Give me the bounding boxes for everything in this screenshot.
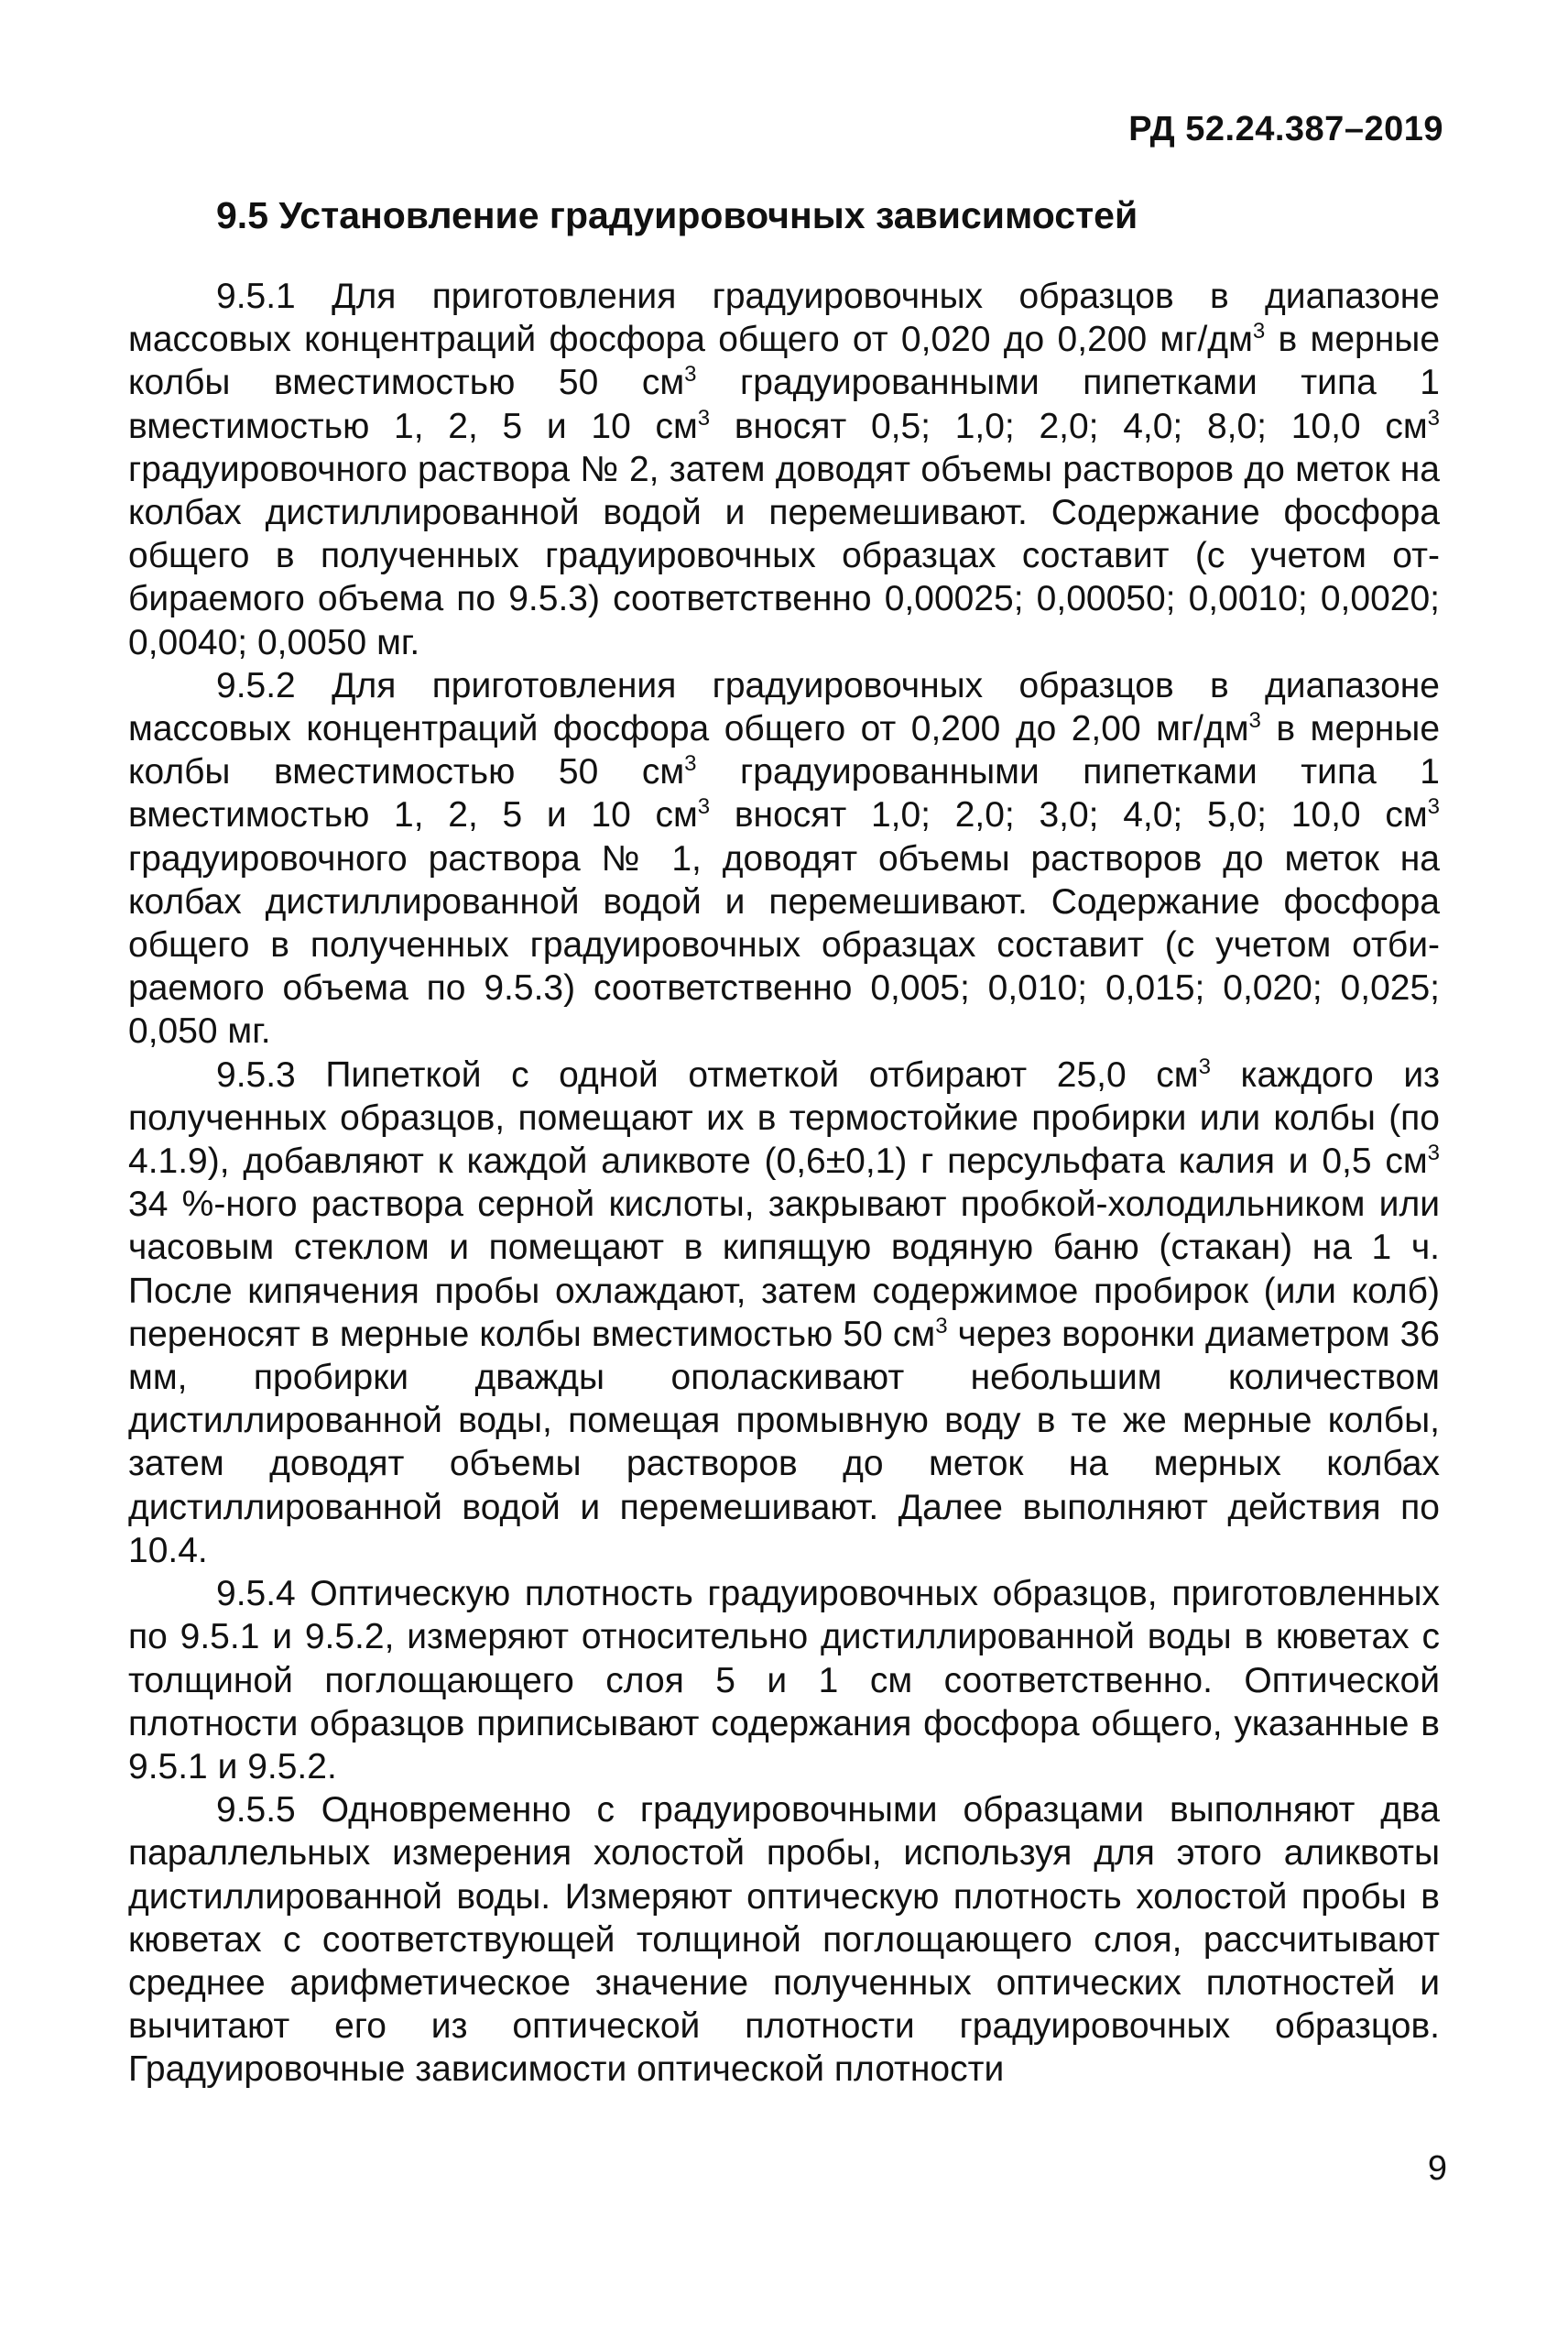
paragraph-9-5-2	[128, 664, 1440, 1054]
superscript: 3	[697, 405, 711, 431]
text-span: 9.5.3 Пипеткой с одной отметкой отбирают 25,0 см	[216, 1054, 1199, 1095]
paragraph-9-5-1	[128, 275, 1440, 664]
superscript: 3	[697, 794, 711, 820]
text-span: 9.5.2 Для приготовления градуировочных образцов в диапазоне массовых концентраций фосфора общего от 0,200 до 2,00 мг/дм	[128, 665, 1440, 749]
superscript: 3	[684, 362, 697, 388]
superscript: 3	[684, 751, 697, 777]
paragraph-9-5-5	[128, 1788, 1440, 2091]
superscript: 3	[935, 1313, 948, 1338]
text-span: в мерные колбы вместимостью 50 см	[128, 320, 1441, 403]
superscript: 3	[1427, 794, 1440, 820]
document-code: РД 52.24.387–2019	[1128, 110, 1443, 148]
superscript: 3	[1427, 1141, 1440, 1166]
page-number: 9	[1427, 2149, 1447, 2188]
paragraph-9-5-4	[128, 1572, 1440, 1788]
text-span: 9.5.4 Оптическую плотность градуировочных образцов, приготовленных по 9.5.1 и 9.5.2, измеряют относительно дистиллированной воды в кюветах с толщиной поглощающего слоя 5 и 1 см соответственно. Оптической плотности образцов приписывают содержания фосфора общего, указанные в 9.5.1 и 9.5.2.	[128, 1574, 1440, 1786]
text-span: 9.5.1 Для приготовления градуировочных образцов в диапазоне массовых концентраций фосфора общего от 0,020 до 0,200 мг/дм	[128, 277, 1440, 360]
text-span: градуированными пипетками типа 1 вместимостью 1, 2, 5 и 10 см	[128, 752, 1440, 836]
superscript: 3	[1427, 405, 1440, 431]
text-span: каждого из полученных образцов, помещают их в термостойкие пробирки или колбы (по 4.1.9), добавляют к каждой аликвоте (0,6±0,1) г персульфата калия и 0,5 см	[128, 1054, 1440, 1182]
text-span: 34 %-ного раствора серной кислоты, закрывают пробкой-холодильником или часовым стеклом и помещают в кипящую водяную баню (стакан) на 1 ч. После кипячения пробы охлаждают, затем содержимое пробирок (или колб) переносят в мерные колбы вместимостью 50 см	[128, 1185, 1440, 1354]
text-span: градуировочного раствора № 2, затем доводят объемы растворов до меток на колбах дистиллированной водой и перемешивают. Содержание фосфора общего в полученных градуировочных образцах составит (с учетом отбираемого объема по 9.5.3) соответственно 0,00025; 0,00050; 0,0010; 0,0020; 0,0040; 0,0050 мг.	[128, 449, 1440, 662]
text-span: вносят 1,0; 2,0; 3,0; 4,0; 5,0; 10,0 см	[710, 795, 1428, 836]
section-title: 9.5 Установление градуировочных зависимостей	[216, 194, 1138, 236]
text-span: 9.5.5 Одновременно с градуировочными образцами выполняют два параллельных измерения холостой пробы, используя для этого аликвоты дистиллированной воды. Измеряют оптическую плотность холостой пробы в кюветах с соответствующей толщиной поглощающего слоя, рассчитывают среднее арифметическое значение полученных оптических плотностей и вычитают его из оптической плотности градуировочных образцов. Градуировочные зависимости оптической плотности	[128, 1790, 1440, 2090]
text-span: через воронки диаметром 36 мм, пробирки дважды ополаскивают небольшим количеством дистиллированной воды, помещая промывную воду в те же мерные колбы, затем доводят объемы растворов до меток на мерных колбах дистиллированной водой и перемешивают. Далее выполняют действия по 10.4.	[128, 1314, 1440, 1570]
text-span: в мерные колбы вместимостью 50 см	[128, 709, 1441, 792]
superscript: 3	[1248, 708, 1261, 734]
superscript: 3	[1252, 319, 1266, 344]
text-span: градуированными пипетками типа 1 вместимостью 1, 2, 5 и 10 см	[128, 363, 1440, 446]
paragraph-9-5-3	[128, 1054, 1440, 1572]
body-text	[128, 275, 1440, 2092]
superscript: 3	[1198, 1054, 1211, 1079]
text-span: градуировочного раствора № 1, доводят объемы растворов до меток на колбах дистиллированной водой и перемешивают. Содержание фосфора общего в полученных градуировочных образцах составит (с учетом отбираемого объема по 9.5.3) соответственно 0,005; 0,010; 0,015; 0,020; 0,025; 0,050 мг.	[128, 838, 1440, 1052]
text-span: вносят 0,5; 1,0; 2,0; 4,0; 8,0; 10,0 см	[710, 406, 1428, 446]
